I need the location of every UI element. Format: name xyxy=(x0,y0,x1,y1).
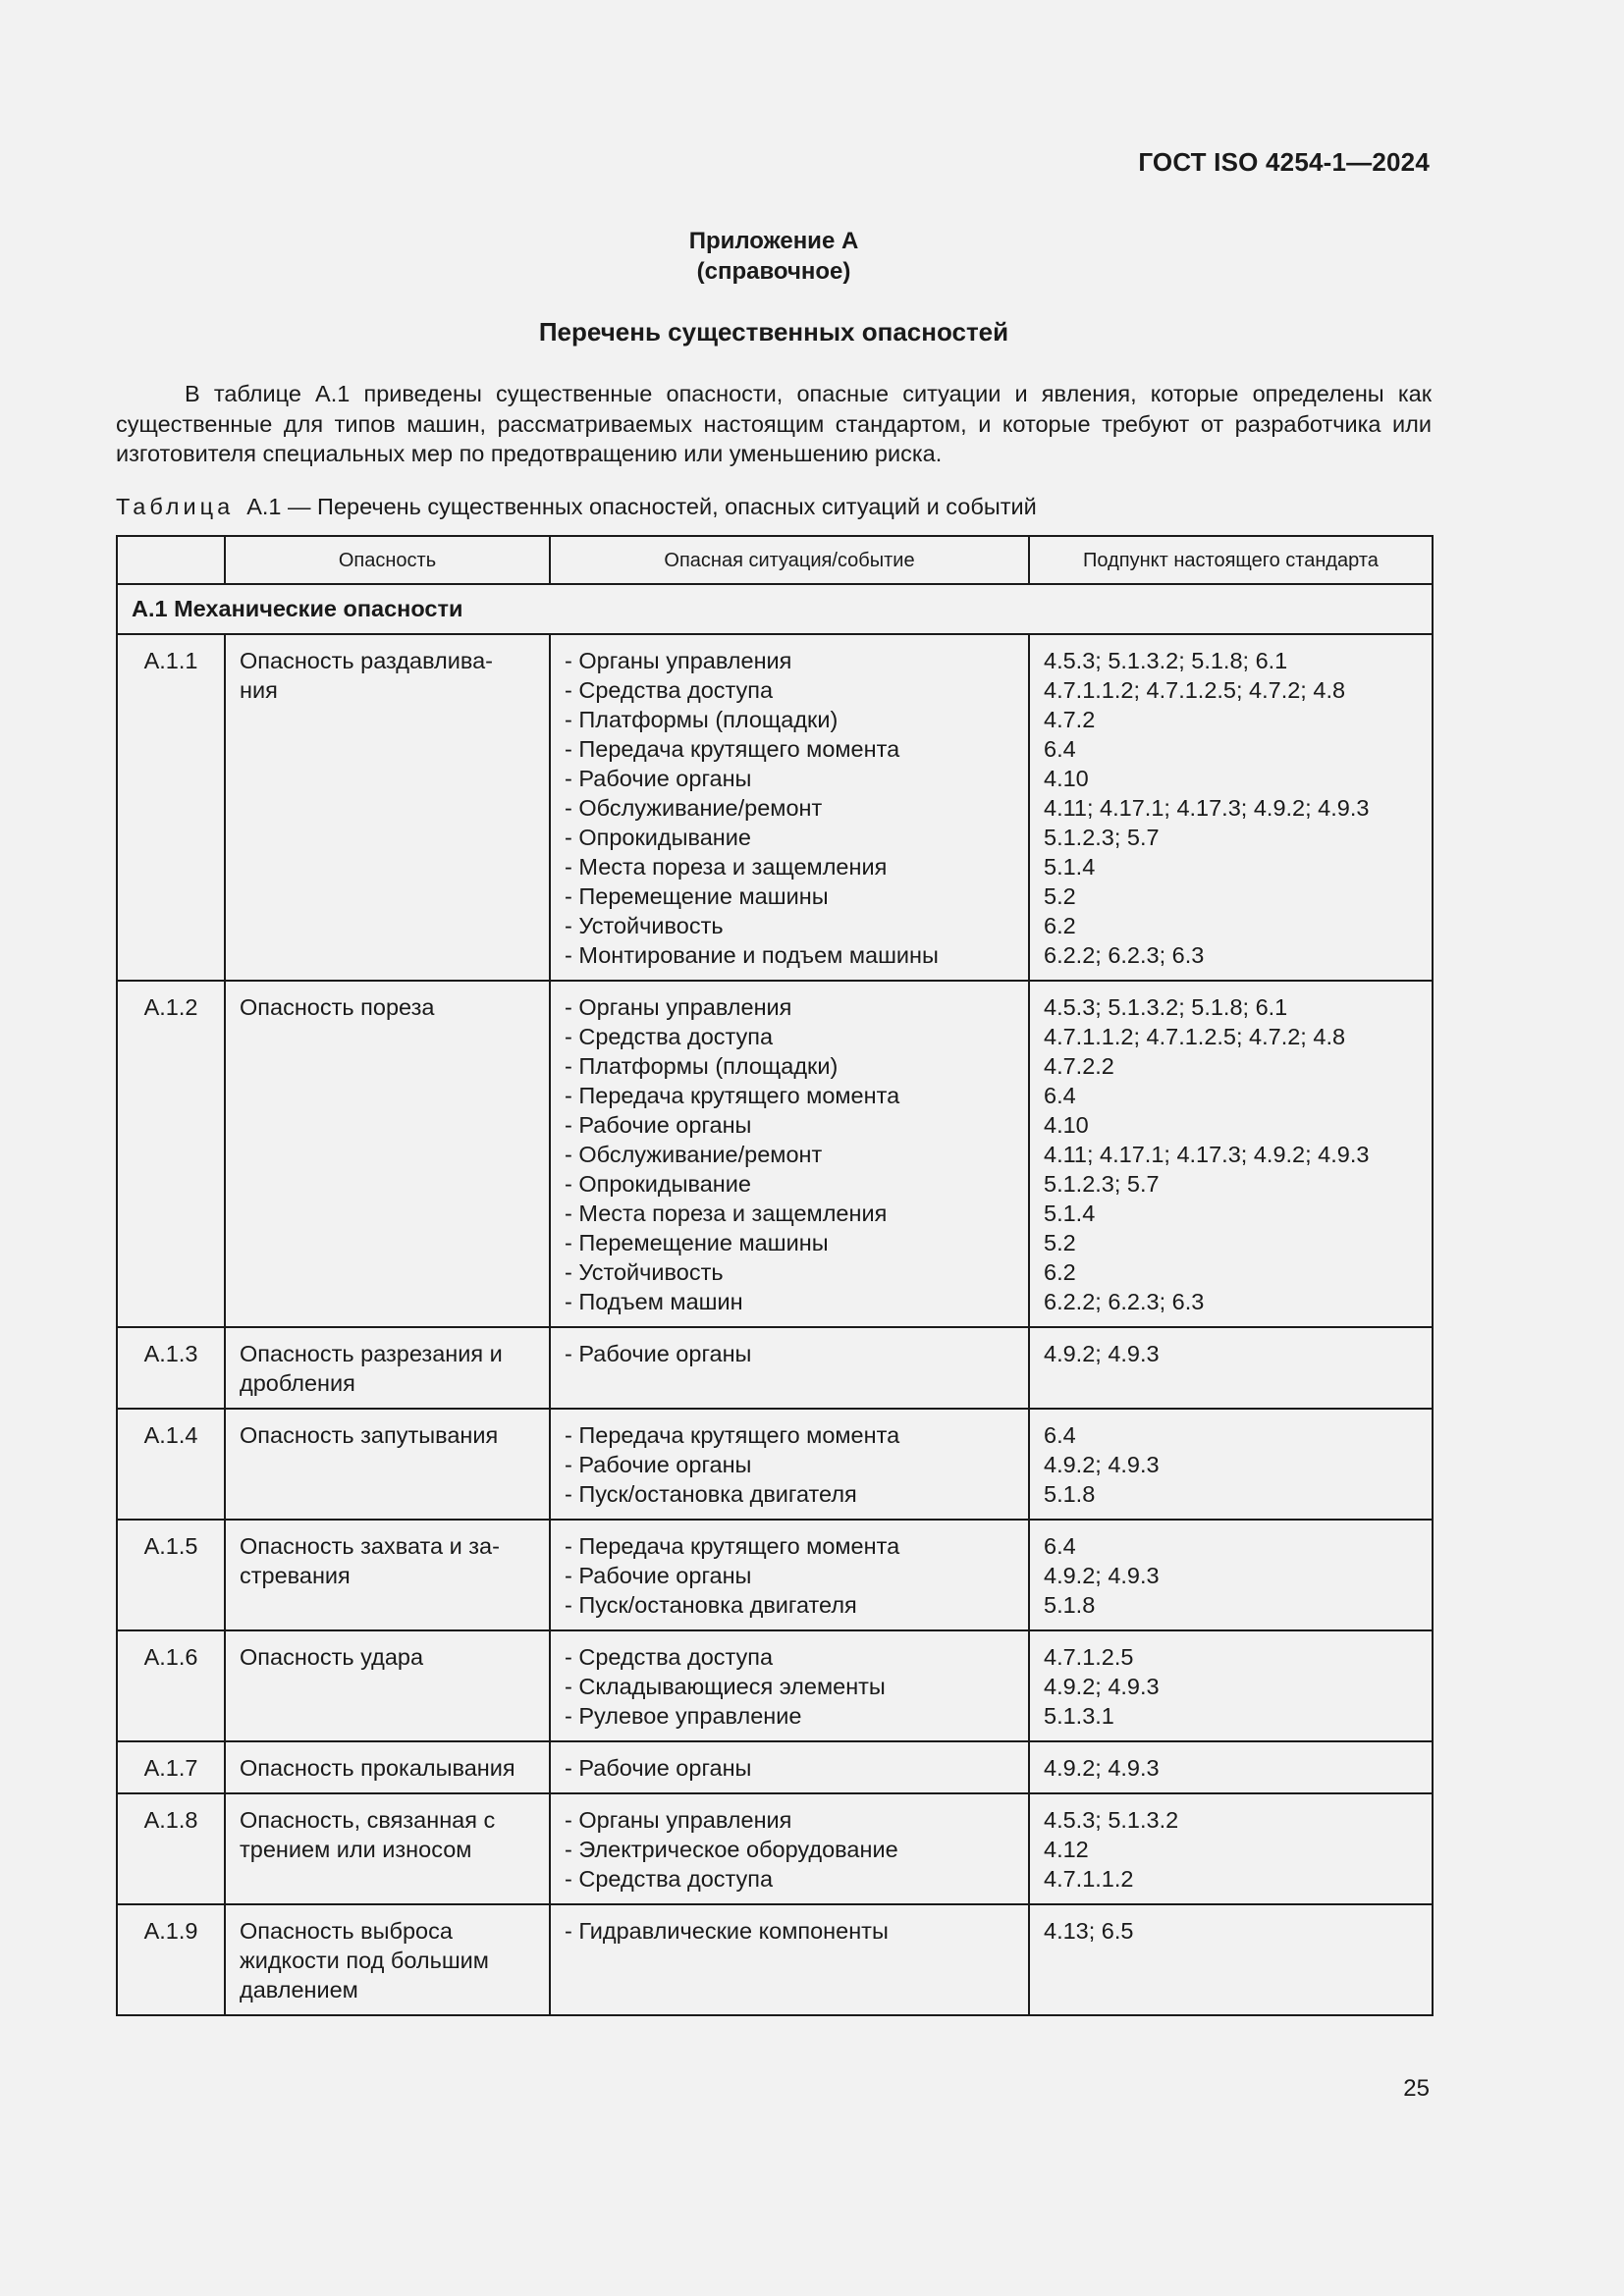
situation-item: - Рабочие органы xyxy=(565,766,752,791)
clause-item: 5.2 xyxy=(1044,883,1076,909)
row-situations xyxy=(550,1630,1029,1741)
clause-item: 4.7.1.2.5 xyxy=(1044,1644,1134,1670)
clause-item: 5.1.4 xyxy=(1044,1201,1096,1226)
row-code: А.1.4 xyxy=(117,1409,225,1520)
clause-item: 4.9.2; 4.9.3 xyxy=(1044,1341,1160,1366)
situation-item: - Монтирование и подъем машины xyxy=(565,942,939,968)
clause-item: 4.10 xyxy=(1044,766,1089,791)
situation-item: - Органы управления xyxy=(565,1807,792,1833)
section-title: Перечень существенных опасностей xyxy=(538,317,1009,347)
situation-item: - Гидравлические компоненты xyxy=(565,1918,889,1944)
table-row xyxy=(117,1630,1433,1741)
situation-item: - Органы управления xyxy=(565,994,792,1020)
row-code: А.1.5 xyxy=(117,1520,225,1630)
hazards-table xyxy=(116,535,1434,2016)
clause-item: 4.12 xyxy=(1044,1837,1089,1862)
clause-item: 5.1.4 xyxy=(1044,854,1096,880)
clause-item: 4.11; 4.17.1; 4.17.3; 4.9.2; 4.9.3 xyxy=(1044,795,1370,821)
row-hazard: Опасность раздавлива- ния xyxy=(225,634,550,981)
situation-item: - Средства доступа xyxy=(565,677,774,703)
situation-item: - Подъем машин xyxy=(565,1289,743,1314)
row-hazard: Опасность прокалывания xyxy=(225,1741,550,1793)
table-caption xyxy=(116,494,1432,520)
clause-item: 6.2 xyxy=(1044,913,1076,938)
clause-item: 4.7.1.1.2; 4.7.1.2.5; 4.7.2; 4.8 xyxy=(1044,1024,1346,1049)
row-hazard: Опасность удара xyxy=(225,1630,550,1741)
situation-item: - Перемещение машины xyxy=(565,883,829,909)
row-code: А.1.2 xyxy=(117,981,225,1327)
situation-item: - Обслуживание/ремонт xyxy=(565,1142,823,1167)
header-clause: Подпункт настоящего стандарта xyxy=(1029,536,1433,584)
situation-item: - Рабочие органы xyxy=(565,1563,752,1588)
situation-item: - Рабочие органы xyxy=(565,1452,752,1477)
situation-item: - Передача крутящего момента xyxy=(565,736,900,762)
situation-item: - Пуск/остановка двигателя xyxy=(565,1592,857,1618)
situation-item: - Рабочие органы xyxy=(565,1341,752,1366)
situation-item: - Рабочие органы xyxy=(565,1112,752,1138)
clause-item: 6.2.2; 6.2.3; 6.3 xyxy=(1044,1289,1205,1314)
clause-item: 5.2 xyxy=(1044,1230,1076,1255)
row-hazard: Опасность запутывания xyxy=(225,1409,550,1520)
clause-item: 5.1.8 xyxy=(1044,1592,1096,1618)
clause-item: 6.2.2; 6.2.3; 6.3 xyxy=(1044,942,1205,968)
page-number: 25 xyxy=(1403,2075,1430,2102)
clause-item: 6.4 xyxy=(1044,736,1076,762)
row-clauses xyxy=(1029,1793,1433,1904)
row-hazard: Опасность, связанная с трением или износом xyxy=(225,1793,550,1904)
situation-item: - Передача крутящего момента xyxy=(565,1533,900,1559)
table-row xyxy=(117,1327,1433,1409)
clause-item: 4.5.3; 5.1.3.2; 5.1.8; 6.1 xyxy=(1044,648,1288,673)
document-code: ГОСТ ISO 4254-1—2024 xyxy=(1138,147,1430,177)
row-clauses xyxy=(1029,1630,1433,1741)
clause-item: 4.13; 6.5 xyxy=(1044,1918,1134,1944)
situation-item: - Места пореза и защемления xyxy=(565,1201,888,1226)
row-situations xyxy=(550,1520,1029,1630)
section-row-label: А.1 Механические опасности xyxy=(117,584,1433,634)
situation-item: - Пуск/остановка двигателя xyxy=(565,1481,857,1507)
situation-item: - Передача крутящего момента xyxy=(565,1083,900,1108)
row-hazard: Опасность пореза xyxy=(225,981,550,1327)
clause-item: 6.4 xyxy=(1044,1083,1076,1108)
clause-item: 4.9.2; 4.9.3 xyxy=(1044,1755,1160,1781)
row-situations xyxy=(550,634,1029,981)
clause-item: 4.5.3; 5.1.3.2 xyxy=(1044,1807,1179,1833)
row-situations xyxy=(550,1904,1029,2015)
row-hazard: Опасность разрезания и дробления xyxy=(225,1327,550,1409)
clause-item: 6.2 xyxy=(1044,1259,1076,1285)
situation-item: - Складывающиеся элементы xyxy=(565,1674,886,1699)
clause-item: 5.1.2.3; 5.7 xyxy=(1044,1171,1160,1197)
clause-item: 6.4 xyxy=(1044,1422,1076,1448)
clause-item: 4.7.1.1.2 xyxy=(1044,1866,1134,1892)
situation-item: - Места пореза и защемления xyxy=(565,854,888,880)
table-row xyxy=(117,634,1433,981)
row-code: А.1.1 xyxy=(117,634,225,981)
table-caption-text: А.1 — Перечень существенных опасностей, опасных ситуаций и событий xyxy=(246,494,1037,519)
situation-item: - Средства доступа xyxy=(565,1644,774,1670)
row-code: А.1.6 xyxy=(117,1630,225,1741)
row-code: А.1.3 xyxy=(117,1327,225,1409)
situation-item: - Обслуживание/ремонт xyxy=(565,795,823,821)
row-clauses xyxy=(1029,1327,1433,1409)
table-body xyxy=(117,584,1433,2015)
row-code: А.1.7 xyxy=(117,1741,225,1793)
annex-title: Приложение А xyxy=(688,228,859,254)
clause-item: 4.10 xyxy=(1044,1112,1089,1138)
situation-item: - Опрокидывание xyxy=(565,1171,751,1197)
row-code: А.1.9 xyxy=(117,1904,225,2015)
clause-item: 5.1.3.1 xyxy=(1044,1703,1114,1729)
row-situations xyxy=(550,1409,1029,1520)
clause-item: 4.7.2 xyxy=(1044,707,1096,732)
row-situations xyxy=(550,1327,1029,1409)
clause-item: 4.9.2; 4.9.3 xyxy=(1044,1674,1160,1699)
table-row xyxy=(117,1520,1433,1630)
clause-item: 4.7.1.1.2; 4.7.1.2.5; 4.7.2; 4.8 xyxy=(1044,677,1346,703)
row-clauses xyxy=(1029,1904,1433,2015)
row-hazard: Опасность захвата и за- стревания xyxy=(225,1520,550,1630)
row-clauses xyxy=(1029,1741,1433,1793)
annex-heading xyxy=(116,226,1432,287)
section-row xyxy=(117,584,1433,634)
clause-item: 5.1.2.3; 5.7 xyxy=(1044,825,1160,850)
situation-item: - Рулевое управление xyxy=(565,1703,802,1729)
clause-item: 4.9.2; 4.9.3 xyxy=(1044,1452,1160,1477)
situation-item: - Передача крутящего момента xyxy=(565,1422,900,1448)
row-hazard: Опасность выброса жидкости под большим давлением xyxy=(225,1904,550,2015)
row-clauses xyxy=(1029,1520,1433,1630)
intro-paragraph: В таблице А.1 приведены существенные опасности, опасные ситуации и явления, которые определены как существенные для типов машин, рассматриваемых настоящим стандартом, и которые требуют от разработчика или изготовителя специальных мер по предотвращению или уменьшению риска. xyxy=(116,381,1432,466)
clause-item: 4.9.2; 4.9.3 xyxy=(1044,1563,1160,1588)
row-clauses xyxy=(1029,1409,1433,1520)
clause-item: 4.7.2.2 xyxy=(1044,1053,1114,1079)
situation-item: - Средства доступа xyxy=(565,1866,774,1892)
header-code xyxy=(117,536,225,584)
clause-item: 4.11; 4.17.1; 4.17.3; 4.9.2; 4.9.3 xyxy=(1044,1142,1370,1167)
situation-item: - Опрокидывание xyxy=(565,825,751,850)
situation-item: - Устойчивость xyxy=(565,913,724,938)
clause-item: 6.4 xyxy=(1044,1533,1076,1559)
header-hazard: Опасность xyxy=(225,536,550,584)
table-row xyxy=(117,1904,1433,2015)
row-clauses xyxy=(1029,634,1433,981)
table-row xyxy=(117,1409,1433,1520)
clause-item: 5.1.8 xyxy=(1044,1481,1096,1507)
situation-item: - Средства доступа xyxy=(565,1024,774,1049)
table-header-row xyxy=(117,536,1433,584)
situation-item: - Перемещение машины xyxy=(565,1230,829,1255)
row-situations xyxy=(550,1741,1029,1793)
situation-item: - Электрическое оборудование xyxy=(565,1837,898,1862)
row-clauses xyxy=(1029,981,1433,1327)
clause-item: 4.5.3; 5.1.3.2; 5.1.8; 6.1 xyxy=(1044,994,1288,1020)
table-row xyxy=(117,1793,1433,1904)
header-situation: Опасная ситуация/событие xyxy=(550,536,1029,584)
annex-subtitle: (справочное) xyxy=(696,258,851,285)
situation-item: - Платформы (площадки) xyxy=(565,1053,839,1079)
situation-item: - Платформы (площадки) xyxy=(565,707,839,732)
table-row xyxy=(117,1741,1433,1793)
row-situations xyxy=(550,981,1029,1327)
table-row xyxy=(117,981,1433,1327)
situation-item: - Рабочие органы xyxy=(565,1755,752,1781)
row-code: А.1.8 xyxy=(117,1793,225,1904)
row-situations xyxy=(550,1793,1029,1904)
situation-item: - Устойчивость xyxy=(565,1259,724,1285)
situation-item: - Органы управления xyxy=(565,648,792,673)
table-caption-label: Таблица xyxy=(116,494,235,519)
